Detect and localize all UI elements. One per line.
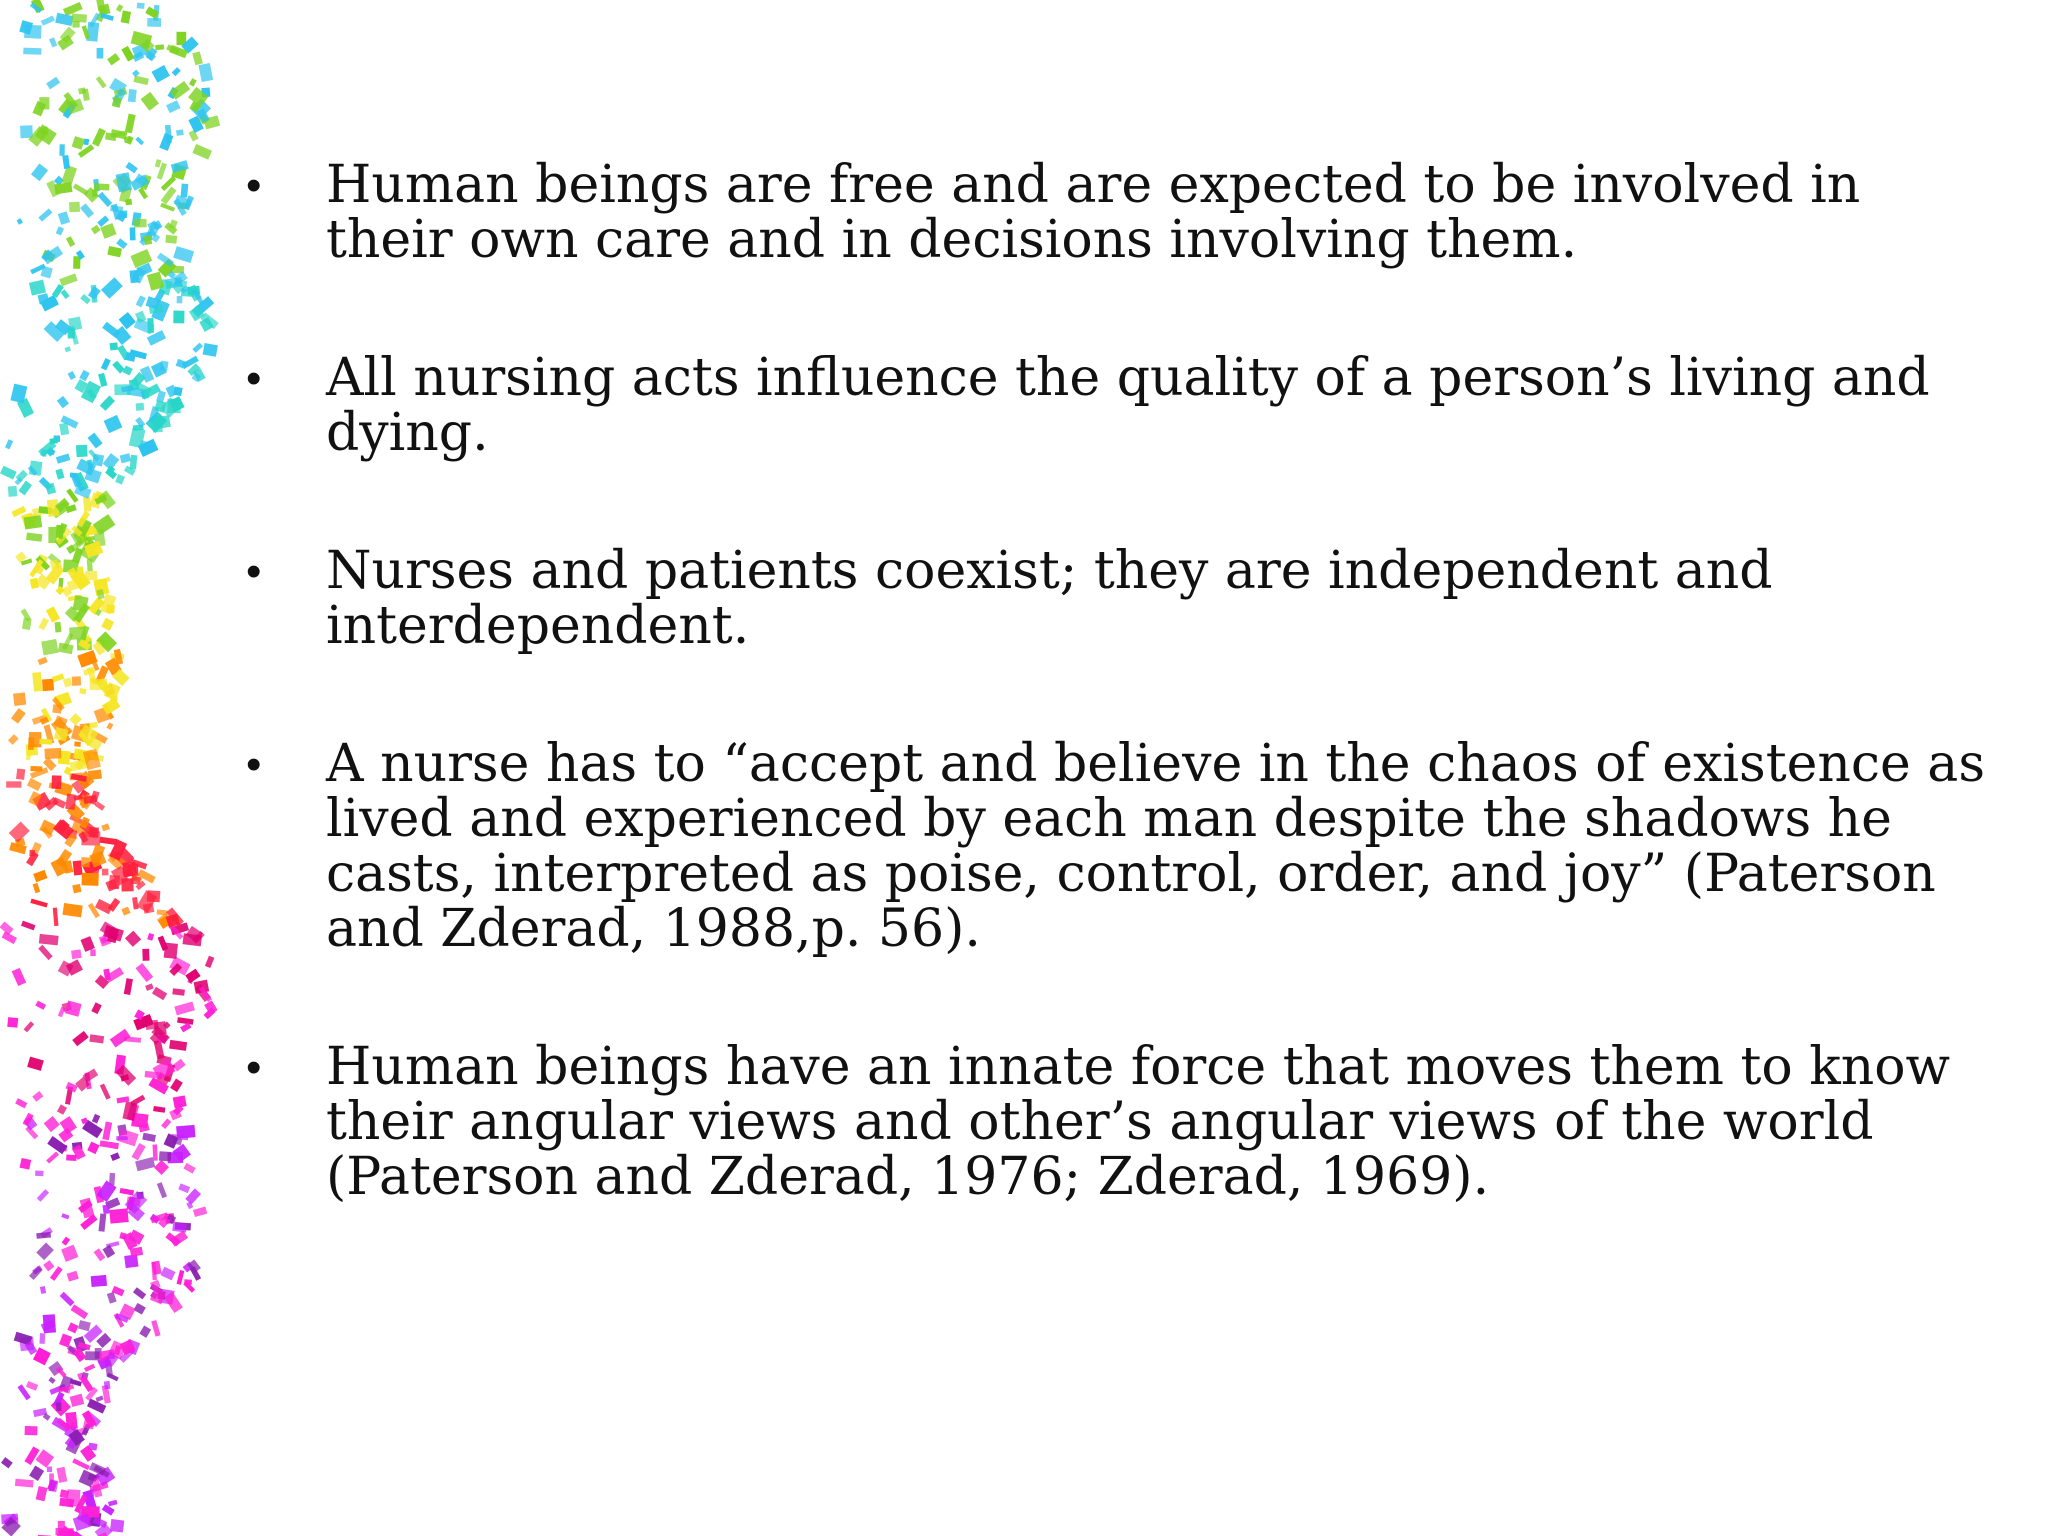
confetti-piece	[102, 1504, 115, 1515]
confetti-piece	[30, 899, 47, 908]
confetti-piece	[181, 184, 189, 198]
confetti-piece	[160, 1267, 175, 1281]
confetti-piece	[154, 1021, 167, 1035]
confetti-piece	[68, 371, 76, 380]
confetti-piece	[176, 1125, 195, 1139]
confetti-piece	[92, 454, 104, 467]
confetti-piece	[42, 679, 54, 691]
confetti-piece	[26, 1381, 38, 1391]
confetti-piece	[157, 909, 168, 915]
confetti-piece	[96, 76, 107, 88]
confetti-piece	[116, 4, 123, 12]
confetti-piece	[39, 739, 52, 745]
confetti-piece	[121, 211, 128, 219]
confetti-piece	[62, 903, 82, 917]
confetti-piece	[62, 155, 70, 169]
confetti-piece	[62, 1237, 70, 1246]
confetti-piece	[55, 622, 62, 633]
confetti-piece	[100, 1140, 119, 1149]
confetti-piece	[147, 890, 161, 902]
confetti-piece	[40, 1286, 46, 1294]
confetti-piece	[13, 692, 26, 706]
confetti-piece	[43, 1260, 54, 1271]
confetti-piece	[119, 312, 136, 329]
confetti-piece	[160, 203, 175, 212]
confetti-piece	[17, 218, 23, 225]
confetti-piece	[102, 869, 109, 876]
confetti-piece	[56, 1402, 61, 1411]
confetti-piece	[53, 908, 59, 927]
confetti-piece	[120, 453, 131, 463]
confetti-piece	[100, 1083, 111, 1099]
confetti-piece	[70, 1394, 85, 1407]
confetti-piece	[177, 1017, 194, 1025]
confetti-piece	[198, 63, 213, 82]
confetti-piece	[99, 837, 117, 845]
confetti-piece	[16, 768, 25, 779]
confetti-piece	[32, 1091, 43, 1102]
confetti-piece	[11, 708, 26, 724]
confetti-piece	[121, 10, 131, 23]
confetti-piece	[57, 396, 69, 408]
confetti-piece	[94, 183, 110, 190]
confetti-piece	[132, 70, 140, 78]
confetti-piece	[58, 1521, 65, 1535]
confetti-piece	[92, 1114, 100, 1124]
confetti-piece	[152, 987, 167, 1000]
confetti-piece	[177, 1270, 185, 1285]
confetti-piece	[152, 65, 170, 83]
confetti-piece	[35, 1001, 46, 1010]
confetti-piece	[134, 219, 147, 228]
confetti-piece	[48, 527, 56, 543]
confetti-piece	[71, 13, 87, 22]
confetti-piece	[171, 160, 189, 173]
confetti-piece	[57, 1104, 67, 1114]
confetti-piece	[29, 850, 35, 856]
confetti-piece	[128, 89, 137, 102]
confetti-piece	[92, 128, 106, 147]
confetti-piece	[76, 566, 84, 576]
confetti-piece	[164, 943, 178, 959]
confetti-piece	[141, 92, 159, 111]
confetti-piece	[178, 1183, 190, 1193]
confetti-piece	[167, 399, 181, 413]
confetti-piece	[61, 1245, 78, 1262]
confetti-piece	[15, 1098, 27, 1108]
confetti-piece	[170, 1230, 188, 1246]
confetti-piece	[37, 1189, 49, 1202]
confetti-piece	[102, 1204, 109, 1214]
confetti-piece	[79, 370, 89, 381]
confetti-piece	[101, 277, 123, 298]
bullet-item	[240, 734, 2000, 959]
confetti-piece	[159, 1151, 171, 1161]
confetti-piece	[121, 907, 130, 916]
confetti-piece	[58, 211, 70, 225]
confetti-piece	[65, 346, 71, 352]
bullet-text: Nurses and patients coexist; they are independent and interdependent.	[326, 541, 1773, 656]
confetti-piece	[130, 227, 136, 240]
confetti-piece	[95, 1395, 103, 1402]
confetti-piece	[63, 677, 73, 687]
confetti-piece	[20, 1158, 32, 1170]
confetti-piece	[161, 1118, 171, 1129]
confetti-piece	[116, 1136, 127, 1140]
confetti-piece	[47, 1467, 52, 1473]
confetti-piece	[30, 766, 42, 772]
confetti-piece	[101, 358, 111, 370]
confetti-piece	[42, 246, 63, 265]
confetti-piece	[44, 748, 61, 759]
confetti-piece	[49, 37, 57, 47]
confetti-piece	[128, 864, 138, 876]
confetti-piece	[5, 439, 13, 449]
confetti-piece	[0, 466, 17, 480]
confetti-piece	[55, 13, 73, 26]
confetti-piece	[46, 77, 60, 90]
confetti-piece	[107, 1292, 117, 1304]
bullet-text: All nursing acts influence the quality of a person’s living and dying.	[326, 348, 1930, 463]
confetti-piece	[193, 1206, 207, 1217]
confetti-piece	[153, 1106, 165, 1113]
confetti-piece	[110, 1519, 124, 1532]
confetti-piece	[25, 1426, 38, 1436]
confetti-piece	[60, 289, 69, 299]
confetti-piece	[33, 870, 47, 882]
confetti-piece	[172, 67, 181, 76]
confetti-piece	[39, 1333, 45, 1344]
confetti-piece	[24, 25, 42, 39]
confetti-piece	[104, 415, 123, 433]
confetti-piece	[133, 1303, 145, 1315]
confetti-piece	[142, 949, 149, 961]
confetti-piece	[192, 144, 212, 160]
confetti-piece	[101, 823, 110, 831]
confetti-piece	[67, 1271, 79, 1282]
confetti-piece	[133, 75, 149, 85]
confetti-piece	[59, 144, 64, 156]
confetti-piece	[85, 571, 98, 580]
confetti-piece	[72, 1031, 89, 1046]
confetti-piece	[187, 1259, 201, 1273]
confetti-piece	[72, 884, 81, 894]
confetti-piece	[107, 246, 122, 257]
confetti-piece	[60, 1292, 75, 1307]
confetti-piece	[166, 100, 181, 113]
confetti-piece	[61, 1213, 69, 1219]
confetti-piece	[125, 931, 141, 947]
confetti-piece	[136, 403, 145, 411]
confetti-piece	[8, 734, 19, 745]
confetti-piece	[189, 78, 197, 86]
confetti-piece	[7, 1017, 18, 1028]
confetti-piece	[23, 48, 41, 55]
confetti-piece	[82, 89, 90, 101]
confetti-piece	[1, 1457, 13, 1468]
bullet-item	[240, 348, 2000, 463]
confetti-piece	[39, 97, 49, 109]
confetti-piece	[36, 1486, 48, 1501]
confetti-piece	[79, 688, 86, 694]
confetti-piece	[44, 1116, 60, 1132]
confetti-piece	[52, 704, 62, 713]
confetti-piece	[45, 483, 56, 495]
confetti-piece	[124, 978, 133, 995]
confetti-piece	[177, 296, 183, 303]
confetti-piece	[136, 295, 146, 307]
confetti-piece	[71, 949, 82, 959]
confetti-piece	[130, 455, 138, 470]
confetti-piece	[97, 48, 104, 59]
confetti-piece	[100, 396, 115, 411]
confetti-piece	[106, 722, 113, 730]
confetti-piece	[59, 273, 77, 286]
confetti-piece	[108, 1500, 118, 1507]
confetti-piece	[76, 445, 88, 457]
confetti-piece	[192, 51, 203, 65]
confetti-piece	[173, 387, 182, 397]
confetti-piece	[81, 857, 90, 867]
confetti-piece	[101, 618, 114, 631]
confetti-piece	[8, 486, 18, 497]
bullet-text: Human beings are free and are expected to be involved in their own care and in decisions involving them.	[326, 155, 1861, 270]
confetti-piece	[52, 673, 65, 682]
confetti-piece	[56, 226, 64, 235]
confetti-piece	[72, 676, 81, 686]
confetti-piece	[38, 657, 48, 666]
confetti-piece	[89, 1034, 104, 1043]
confetti-piece	[31, 163, 48, 181]
confetti-piece	[56, 1467, 67, 1483]
confetti-piece	[176, 129, 184, 136]
confetti-piece	[36, 1242, 54, 1260]
confetti-piece	[74, 484, 91, 498]
confetti-decoration	[0, 0, 240, 1536]
confetti-piece	[24, 1021, 35, 1032]
confetti-piece	[66, 236, 75, 247]
confetti-piece	[27, 1057, 44, 1071]
confetti-piece	[88, 286, 101, 300]
confetti-piece	[143, 903, 155, 914]
confetti-piece	[174, 1001, 195, 1015]
confetti-piece	[157, 1182, 167, 1198]
confetti-piece	[135, 137, 144, 146]
bullet-text: Human beings have an innate force that moves them to know their angular views and other’s angular views of the world (Paterson and Zderad, 1976; Zderad, 1969).	[326, 1037, 1951, 1207]
confetti-piece	[98, 192, 112, 207]
confetti-piece	[36, 1232, 51, 1239]
confetti-piece	[142, 1133, 156, 1142]
confetti-piece	[22, 618, 32, 630]
bullet-marker: •	[246, 547, 262, 596]
confetti-piece	[15, 1479, 34, 1488]
confetti-piece	[48, 1377, 55, 1384]
confetti-piece	[69, 202, 80, 213]
confetti-piece	[38, 208, 52, 221]
confetti-piece	[46, 1151, 59, 1163]
bullet-marker: •	[246, 740, 262, 789]
bullet-list	[240, 155, 2000, 1288]
confetti-piece	[110, 1152, 120, 1161]
confetti-piece	[9, 822, 30, 843]
confetti-piece	[110, 342, 119, 350]
confetti-piece	[133, 1287, 146, 1299]
bullet-item	[240, 1037, 2000, 1207]
confetti-piece	[28, 737, 34, 750]
confetti-piece	[205, 956, 214, 968]
confetti-piece	[38, 945, 53, 960]
confetti-piece	[73, 183, 89, 195]
confetti-piece	[29, 1466, 44, 1481]
confetti-piece	[173, 246, 194, 263]
confetti-piece	[18, 481, 32, 496]
confetti-piece	[51, 775, 61, 789]
confetti-piece	[115, 474, 125, 484]
confetti-piece	[104, 1381, 111, 1390]
bullet-marker: •	[246, 161, 262, 210]
confetti-piece	[169, 1040, 187, 1051]
confetti-piece	[88, 433, 103, 449]
confetti-piece	[32, 672, 43, 692]
confetti-piece	[41, 16, 55, 26]
bullet-marker: •	[246, 354, 262, 403]
confetti-piece	[110, 1029, 131, 1048]
confetti-piece	[116, 172, 132, 192]
confetti-piece	[74, 741, 81, 746]
confetti-piece	[91, 1275, 107, 1287]
confetti-piece	[56, 453, 71, 463]
confetti-piece	[38, 618, 49, 631]
confetti-piece	[130, 1095, 145, 1107]
confetti-piece	[107, 53, 120, 65]
confetti-piece	[72, 136, 85, 150]
confetti-piece	[185, 969, 200, 983]
confetti-piece	[125, 114, 136, 134]
confetti-piece	[49, 438, 57, 444]
confetti-piece	[147, 318, 154, 333]
confetti-piece	[137, 3, 145, 9]
confetti-piece	[33, 883, 41, 893]
confetti-piece	[90, 949, 95, 956]
confetti-piece	[58, 1007, 66, 1018]
confetti-piece	[154, 1160, 169, 1175]
confetti-piece	[132, 897, 139, 909]
confetti-piece	[81, 873, 98, 886]
confetti-piece	[139, 1326, 151, 1338]
confetti-piece	[136, 963, 154, 982]
confetti-piece	[192, 343, 203, 353]
confetti-piece	[183, 1163, 195, 1174]
confetti-piece	[29, 280, 46, 296]
confetti-piece	[24, 515, 43, 529]
confetti-piece	[86, 22, 99, 42]
confetti-piece	[84, 1364, 95, 1372]
confetti-piece	[85, 1351, 99, 1360]
confetti-piece	[12, 968, 26, 986]
confetti-piece	[120, 1188, 134, 1196]
confetti-piece	[155, 159, 162, 168]
confetti-piece	[173, 311, 184, 324]
confetti-piece	[151, 1320, 160, 1337]
bullet-text: A nurse has to “accept and believe in the chaos of existence as lived and experienced by each man despite the shadows he casts, interpreted as poise, control, order, and joy” (Paterson and Zderad, 1988,p. 56).	[326, 734, 1985, 959]
confetti-piece	[35, 1170, 43, 1176]
confetti-piece	[102, 1121, 112, 1140]
confetti-piece	[6, 781, 21, 787]
confetti-piece	[109, 1208, 128, 1223]
confetti-piece	[123, 365, 133, 375]
confetti-piece	[69, 713, 82, 726]
confetti-piece	[125, 162, 137, 173]
confetti-piece	[78, 1320, 91, 1331]
confetti-piece	[165, 235, 177, 244]
bullet-marker: •	[246, 1043, 262, 1092]
confetti-piece	[170, 1078, 183, 1092]
confetti-piece	[152, 1144, 157, 1160]
confetti-piece	[39, 934, 59, 945]
confetti-piece	[71, 1304, 89, 1319]
confetti-piece	[172, 988, 185, 995]
confetti-piece	[203, 343, 218, 357]
confetti-piece	[66, 1155, 76, 1161]
confetti-piece	[41, 639, 58, 655]
confetti-piece	[105, 468, 117, 479]
confetti-piece	[67, 1322, 78, 1333]
confetti-piece	[87, 1142, 99, 1155]
confetti-piece	[147, 933, 154, 941]
confetti-piece	[21, 921, 36, 931]
confetti-piece	[27, 778, 42, 791]
confetti-piece	[55, 468, 64, 479]
confetti-piece	[91, 225, 101, 235]
confetti-piece	[65, 1412, 77, 1430]
confetti-piece	[116, 238, 127, 249]
confetti-piece	[98, 373, 107, 387]
confetti-piece	[98, 1214, 106, 1232]
confetti-piece	[70, 473, 76, 478]
confetti-piece	[80, 203, 94, 218]
confetti-piece	[26, 532, 42, 541]
bullet-item	[240, 155, 2000, 270]
confetti-piece	[91, 1002, 101, 1014]
confetti-piece	[173, 1095, 187, 1108]
confetti-piece	[92, 189, 98, 196]
confetti-piece	[88, 770, 102, 781]
confetti-piece	[145, 983, 154, 990]
confetti-piece	[155, 44, 164, 50]
confetti-piece	[81, 832, 100, 846]
bullet-item	[240, 541, 2000, 656]
confetti-piece	[24, 1446, 39, 1465]
